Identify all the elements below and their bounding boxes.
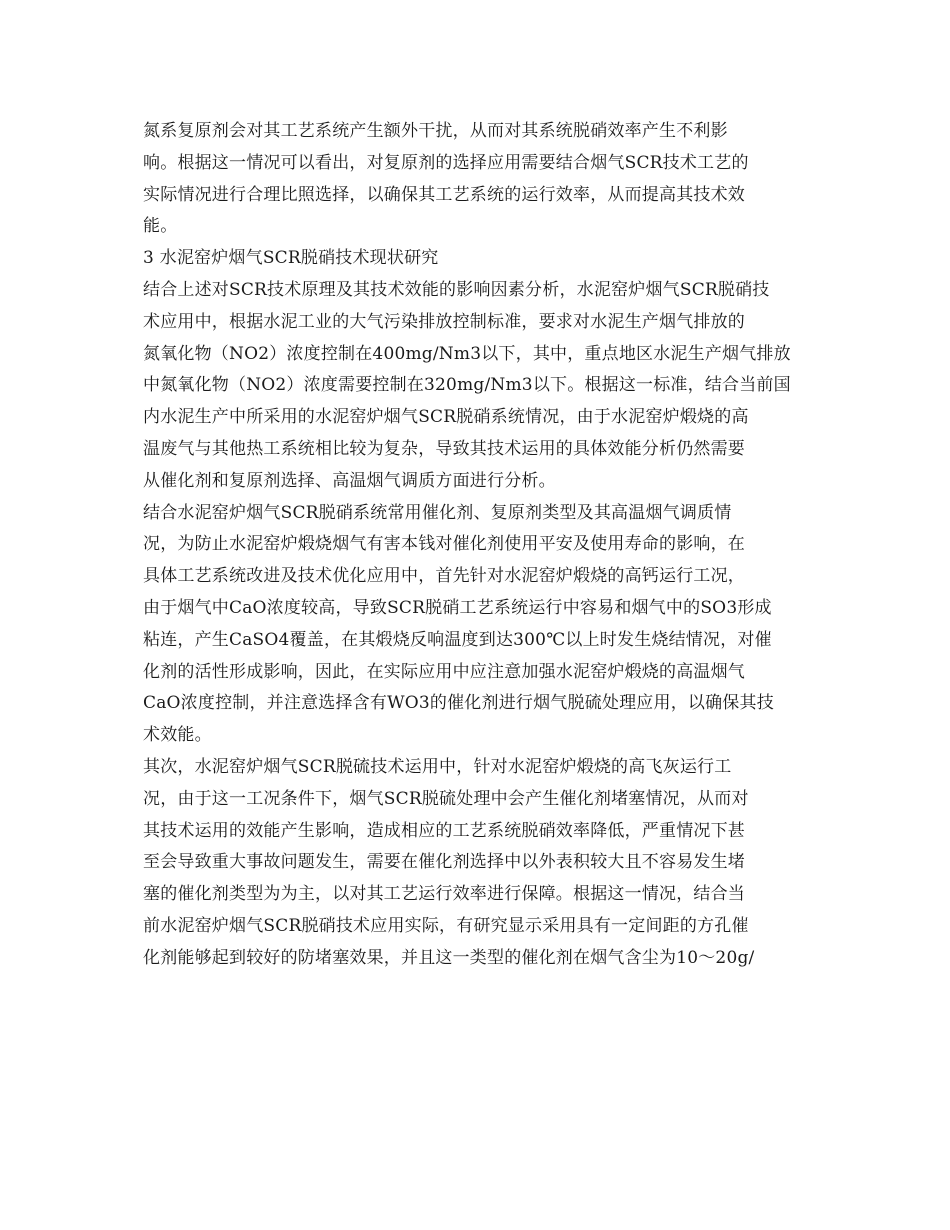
text-line-13: 结合水泥窑炉烟气SCR脱硝系统常用催化剂、复原剂类型及其高温烟气调质情 [143,502,732,523]
text-line-17: 粘连，产生CaSO4覆盖，在其煅烧反响温度到达300℃以上时发生烧结情况，对催 [143,629,772,650]
text-line-4: 能。 [143,216,178,237]
text-line-2: 响。根据这一情况可以看出，对复原剂的选择应用需要结合烟气SCR技术工艺的 [143,152,749,173]
text-line-27: 化剂能够起到较好的防堵塞效果，并且这一类型的催化剂在烟气含尘为10～20g/ [143,947,755,968]
text-line-20: 术效能。 [143,725,212,746]
text-line-10: 内水泥生产中所采用的水泥窑炉烟气SCR脱硝系统情况，由于水泥窑炉煅烧的高 [143,407,749,428]
text-line-11: 温废气与其他热工系统相比较为复杂，导致其技术运用的具体效能分析仍然需要 [143,438,745,459]
text-line-16: 由于烟气中CaO浓度较高，导致SCR脱硝工艺系统运行中容易和烟气中的SO3形成 [143,597,772,618]
text-line-8: 氮氧化物（NO2）浓度控制在400mg/Nm3以下，其中，重点地区水泥生产烟气排放 [143,343,791,364]
text-line-21: 其次，水泥窑炉烟气SCR脱硫技术运用中，针对水泥窑炉煅烧的高飞灰运行工 [143,756,732,777]
text-line-19: CaO浓度控制，并注意选择含有WO3的催化剂进行烟气脱硫处理应用，以确保其技 [143,693,774,714]
text-line-6: 结合上述对SCR技术原理及其技术效能的影响因素分析，水泥窑炉烟气SCR脱硝技 [143,279,770,300]
text-line-15: 具体工艺系统改进及技术优化应用中，首先针对水泥窑炉煅烧的高钙运行工况， [143,566,745,587]
text-line-24: 至会导致重大事故问题发生，需要在催化剂选择中以外表积较大且不容易发生堵 [143,852,745,873]
text-line-14: 况，为防止水泥窑炉煅烧烟气有害本钱对催化剂使用平安及使用寿命的影响，在 [143,534,745,555]
text-line-22: 况，由于这一工况条件下，烟气SCR脱硫处理中会产生催化剂堵塞情况，从而对 [143,788,749,809]
body-text [143,116,818,975]
text-line-26: 前水泥窑炉烟气SCR脱硝技术应用实际，有研究显示采用具有一定间距的方孔催 [143,915,749,936]
text-line-23: 其技术运用的效能产生影响，造成相应的工艺系统脱硝效率降低，严重情况下甚 [143,820,745,841]
text-line-25: 塞的催化剂类型为为主，以对其工艺运行效率进行保障。根据这一情况，结合当 [143,884,745,905]
text-line-7: 术应用中，根据水泥工业的大气污染排放控制标准，要求对水泥生产烟气排放的 [143,311,745,332]
text-line-12: 从催化剂和复原剂选择、高温烟气调质方面进行分析。 [143,470,556,491]
text-line-18: 化剂的活性形成影响，因此，在实际应用中应注意加强水泥窑炉煅烧的高温烟气 [143,661,745,682]
section-heading: 3 水泥窑炉烟气SCR脱硝技术现状研究 [143,248,439,269]
text-line-1: 氮系复原剂会对其工艺系统产生额外干扰，从而对其系统脱硝效率产生不利影 [143,121,728,141]
text-line-9: 中氮氧化物（NO2）浓度需要控制在320mg/Nm3以下。根据这一标准，结合当前国 [143,375,791,396]
text-line-3: 实际情况进行合理比照选择，以确保其工艺系统的运行效率，从而提高其技术效 [143,184,745,205]
